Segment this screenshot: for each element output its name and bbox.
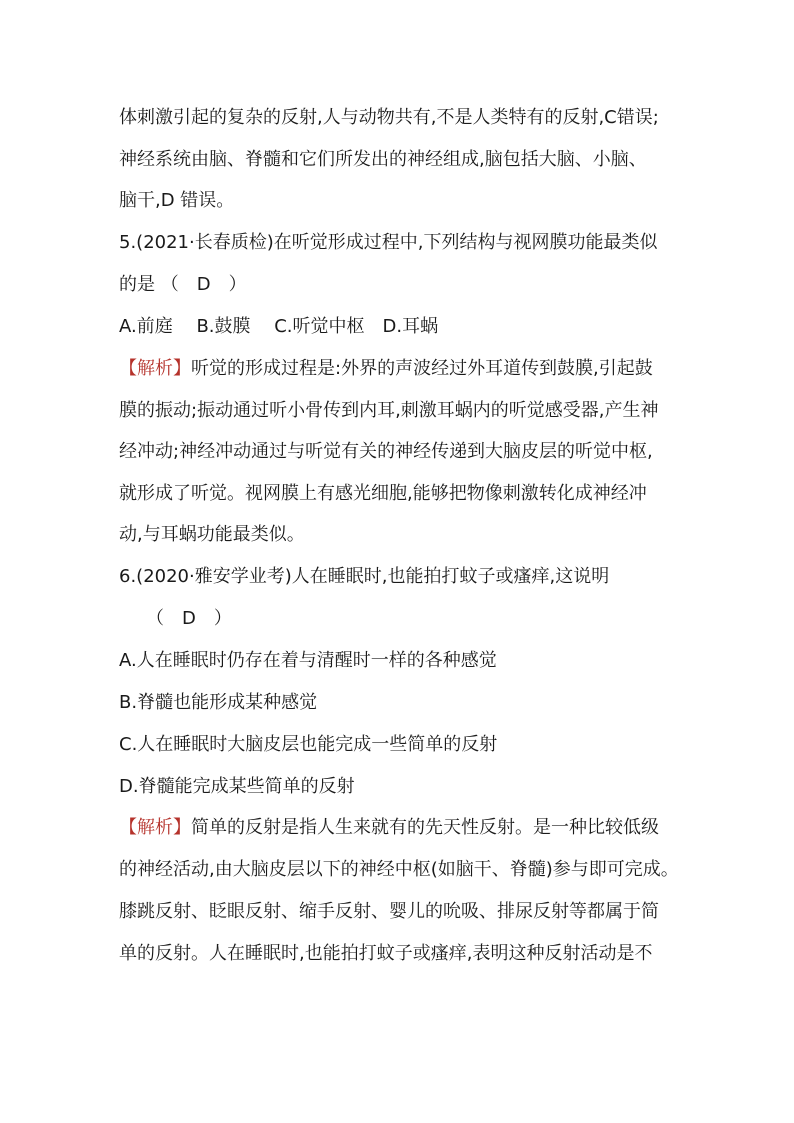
analysis-5-line: 就形成了听觉。视网膜上有感光细胞,能够把物像刺激转化成神经冲 [119, 483, 647, 504]
question-6-option-c: C.人在睡眠时大脑皮层也能完成一些简单的反射 [119, 734, 498, 755]
question-6-stem: 6.(2020·雅安学业考)人在睡眠时,也能拍打蚊子或瘙痒,这说明 [119, 566, 610, 587]
analysis-5-line: 动,与耳蜗功能最类似。 [119, 524, 305, 545]
analysis-5-line: 膜的振动;振动通过听小骨传到内耳,刺激耳蜗内的听觉感受器,产生神 [119, 400, 659, 421]
analysis-5-line: 经冲动;神经冲动通过与听觉有关的神经传递到大脑皮层的听觉中枢, [119, 441, 653, 462]
text-line: 脑干,D 错误。 [119, 190, 235, 211]
analysis-6-line: 单的反射。人在睡眠时,也能拍打蚊子或瘙痒,表明这种反射活动是不 [119, 943, 653, 964]
question-6-option-d: D.脊髓能完成某些简单的反射 [119, 776, 355, 797]
text-line: 神经系统由脑、脊髓和它们所发出的神经组成,脑包括大脑、小脑、 [119, 149, 647, 170]
question-5-answer: 的是 （ D ） [119, 274, 247, 295]
question-5-options: A.前庭 B.鼓膜 C.听觉中枢 D.耳蜗 [119, 316, 439, 337]
question-5-stem: 5.(2021·长春质检)在听觉形成过程中,下列结构与视网膜功能最类似 [119, 232, 658, 253]
analysis-text: 简单的反射是指人生来就有的先天性反射。是一种比较低级 [191, 817, 659, 838]
text-line: 体刺激引起的复杂的反射,人与动物共有,不是人类特有的反射,C错误; [119, 107, 659, 128]
analysis-tag: 【解析】 [119, 358, 191, 379]
analysis-6-line [119, 816, 689, 840]
analysis-text: 听觉的形成过程是:外界的声波经过外耳道传到鼓膜,引起鼓 [191, 358, 653, 379]
analysis-tag: 【解析】 [119, 817, 191, 838]
analysis-6-line: 的神经活动,由大脑皮层以下的神经中枢(如脑干、脊髓)参与即可完成。 [119, 859, 679, 880]
question-6-option-b: B.脊髓也能形成某种感觉 [119, 692, 318, 713]
analysis-5-line [119, 357, 689, 381]
question-6-answer: （ D ） [146, 608, 232, 629]
question-6-option-a: A.人在睡眠时仍存在着与清醒时一样的各种感觉 [119, 650, 497, 671]
analysis-6-line: 膝跳反射、眨眼反射、缩手反射、婴儿的吮吸、排尿反射等都属于简 [119, 901, 659, 922]
